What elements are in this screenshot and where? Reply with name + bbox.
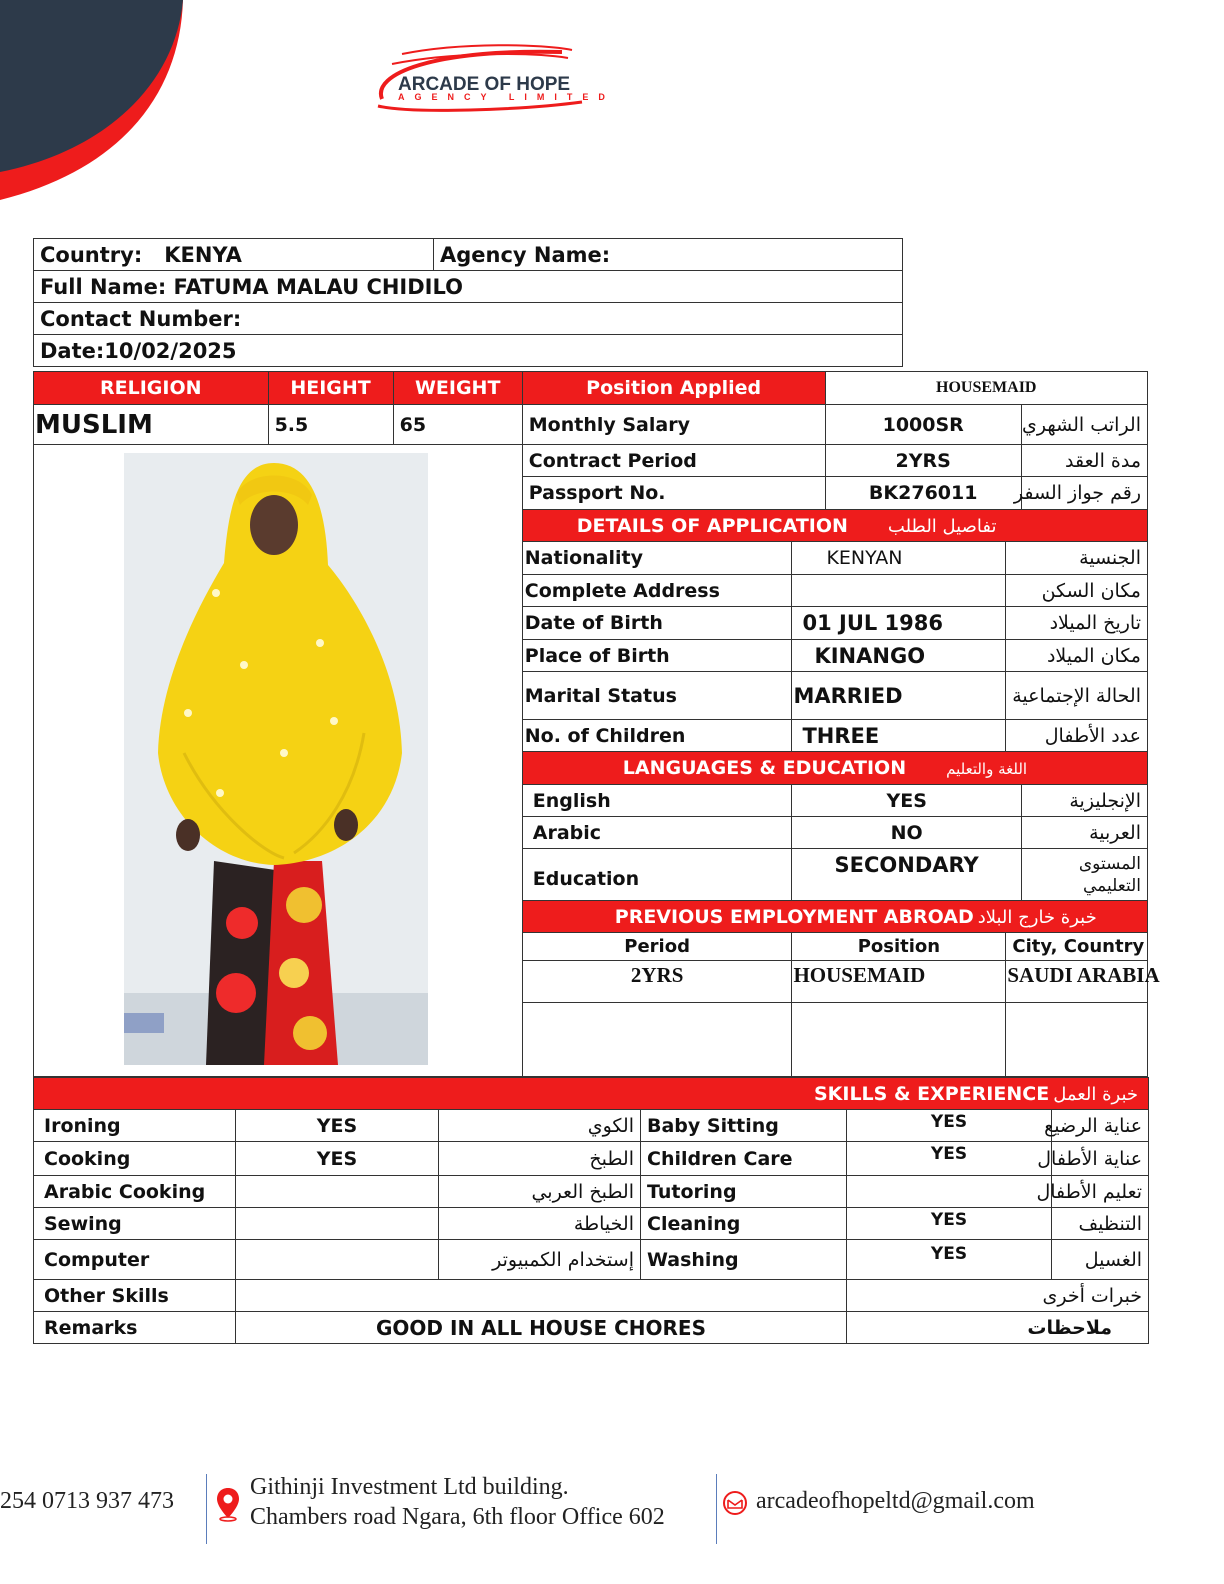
marital-arabic: الحالة الإجتماعية: [1006, 672, 1148, 720]
logo-name: ARCADE OF HOPE: [398, 74, 571, 95]
footer-divider: [716, 1474, 717, 1544]
details-title: DETAILS OF APPLICATION: [576, 514, 848, 537]
skill-ironing-arabic: الكوي: [439, 1110, 641, 1142]
position-header: Position Applied: [522, 372, 825, 405]
religion-header: RELIGION: [34, 372, 269, 405]
skill-childcare-label: Children Care: [641, 1142, 847, 1176]
languages-title: LANGUAGES & EDUCATION: [622, 757, 907, 779]
arabic-value: NO: [792, 817, 1021, 849]
employment-empty-cell: [792, 1003, 1006, 1077]
employment-city-value: SAUDI ARABIA: [1006, 961, 1148, 1003]
skill-computer-value: [236, 1240, 439, 1280]
details-section-header: [522, 510, 1147, 542]
education-label: Education: [522, 849, 792, 901]
footer: [0, 1468, 1224, 1558]
footer-divider: [206, 1474, 207, 1544]
logo-subtitle: AGENCY LIMITED: [398, 92, 615, 102]
skills-title-arabic: خبرة العمل: [1053, 1083, 1139, 1105]
date-label: Date:: [40, 338, 105, 363]
contract-arabic: مدة العقد: [1021, 445, 1147, 477]
contract-label: Contract Period: [522, 445, 825, 477]
address-value: [792, 575, 1006, 607]
skill-computer-arabic: إستخدام الكمبيوتر: [439, 1240, 641, 1280]
location-pin-icon: [215, 1486, 241, 1522]
salary-value: 1000SR: [825, 405, 1021, 445]
contract-value: 2YRS: [825, 445, 1021, 477]
address-label: Complete Address: [522, 575, 792, 607]
corner-decoration: [0, 0, 200, 210]
employment-period-value: 2YRS: [522, 961, 792, 1003]
arabic-label: Arabic: [522, 817, 792, 849]
footer-email[interactable]: arcadeofhopeltd@gmail.com: [756, 1488, 1035, 1514]
religion-value: MUSLIM: [34, 405, 269, 445]
skill-washing-arabic: الغسيل: [1052, 1240, 1149, 1280]
agency-label: Agency Name:: [440, 242, 611, 267]
arabic-arabic: العربية: [1021, 817, 1147, 849]
languages-section-header: [522, 752, 1147, 785]
skill-cleaning-arabic: التنظيف: [1052, 1208, 1149, 1240]
skill-babysitting-label: Baby Sitting: [641, 1110, 847, 1142]
remarks-arabic: ملاحظات: [847, 1312, 1149, 1344]
country-value: KENYA: [164, 242, 242, 267]
employment-empty-cell: [1006, 1003, 1148, 1077]
photo-cell: [34, 445, 523, 1077]
employment-position-header: Position: [792, 933, 1006, 961]
skill-computer-label: Computer: [34, 1240, 236, 1280]
employment-period-header: Period: [522, 933, 792, 961]
agency-cell: [434, 239, 903, 271]
skill-ironing-value: YES: [236, 1110, 439, 1142]
children-arabic: عدد الأطفال: [1006, 720, 1148, 752]
weight-header: WEIGHT: [393, 372, 522, 405]
salary-arabic: الراتب الشهري: [1021, 405, 1147, 445]
skill-cleaning-value: YES: [847, 1208, 1052, 1240]
skill-babysitting-value: YES: [847, 1110, 1052, 1142]
skill-childcare-value: YES: [847, 1142, 1052, 1176]
dob-label: Date of Birth: [522, 607, 792, 640]
english-arabic: الإنجليزية: [1021, 785, 1147, 817]
skill-arabic-cooking-value: [236, 1176, 439, 1208]
contact-cell: [34, 303, 903, 335]
education-value: SECONDARY: [792, 849, 1021, 901]
nationality-value: KENYAN: [792, 542, 1006, 575]
salary-label: Monthly Salary: [522, 405, 825, 445]
skills-title: SKILLS & EXPERIENCE: [813, 1082, 1050, 1105]
other-skills-label: Other Skills: [34, 1280, 236, 1312]
applicant-photo: [124, 453, 428, 1065]
skill-sewing-value: [236, 1208, 439, 1240]
logo-swoosh-icon: [372, 44, 644, 114]
skill-ironing-label: Ironing: [34, 1110, 236, 1142]
position-value: HOUSEMAID: [825, 372, 1147, 405]
other-skills-arabic: خبرات أخرى: [847, 1280, 1149, 1312]
remarks-value: GOOD IN ALL HOUSE CHORES: [236, 1312, 847, 1344]
education-arabic: المستوى التعليمي: [1021, 849, 1147, 901]
skill-arabic-cooking-label: Arabic Cooking: [34, 1176, 236, 1208]
passport-value: BK276011: [825, 477, 1021, 510]
skill-sewing-label: Sewing: [34, 1208, 236, 1240]
footer-address-line2: Chambers road Ngara, 6th floor Office 602: [250, 1504, 665, 1530]
footer-address-line1: Githinji Investment Ltd building.: [250, 1474, 569, 1500]
skill-washing-label: Washing: [641, 1240, 847, 1280]
english-value: YES: [792, 785, 1021, 817]
employment-title-arabic: خبرة خارج البلاد: [977, 906, 1097, 928]
employment-section-header: [522, 901, 1147, 933]
skill-cleaning-label: Cleaning: [641, 1208, 847, 1240]
marital-value: MARRIED: [792, 672, 1006, 720]
country-cell: [34, 239, 434, 271]
employment-title: PREVIOUS EMPLOYMENT ABROAD: [614, 905, 974, 928]
skill-childcare-arabic: عناية الأطفال: [1052, 1142, 1149, 1176]
remarks-label: Remarks: [34, 1312, 236, 1344]
skill-tutoring-arabic: تعليم الأطفال: [1052, 1176, 1149, 1208]
marital-label: Marital Status: [522, 672, 792, 720]
pob-value: KINANGO: [792, 640, 1006, 672]
passport-arabic: رقم جواز السفر: [1021, 477, 1147, 510]
weight-value: 65: [393, 405, 522, 445]
address-arabic: مكان السكن: [1006, 575, 1148, 607]
skills-table: [33, 1077, 1149, 1344]
date-cell: [34, 335, 903, 367]
applicant-header-table: [33, 238, 903, 367]
date-value: 10/02/2025: [104, 338, 237, 363]
skill-cooking-label: Cooking: [34, 1142, 236, 1176]
nationality-label: Nationality: [522, 542, 792, 575]
details-title-arabic: تفاصيل الطلب: [887, 515, 997, 537]
passport-label: Passport No.: [522, 477, 825, 510]
employment-city-header: City, Country: [1006, 933, 1148, 961]
pob-label: Place of Birth: [522, 640, 792, 672]
fullname-value: FATUMA MALAU CHIDILO: [173, 274, 463, 299]
children-label: No. of Children: [522, 720, 792, 752]
email-icon: [722, 1490, 748, 1516]
other-skills-value: [236, 1280, 847, 1312]
agency-logo: [372, 44, 644, 114]
skill-tutoring-label: Tutoring: [641, 1176, 847, 1208]
height-header: HEIGHT: [268, 372, 393, 405]
english-label: English: [522, 785, 792, 817]
skills-section-header: [34, 1078, 1149, 1110]
employment-empty-cell: [522, 1003, 792, 1077]
languages-title-arabic: اللغة والتعليم: [946, 760, 1028, 778]
pob-arabic: مكان الميلاد: [1006, 640, 1148, 672]
footer-address: [250, 1472, 665, 1532]
fullname-label: Full Name:: [40, 274, 167, 299]
application-main-table: [33, 371, 1160, 1077]
dob-arabic: تاريخ الميلاد: [1006, 607, 1148, 640]
dob-value: 01 JUL 1986: [792, 607, 1006, 640]
fullname-cell: [34, 271, 903, 303]
nationality-arabic: الجنسية: [1006, 542, 1148, 575]
skill-tutoring-value: [847, 1176, 1052, 1208]
footer-phone: 254 0713 937 473: [0, 1488, 174, 1514]
skill-babysitting-arabic: عناية الرضيع: [1052, 1110, 1149, 1142]
skill-cooking-arabic: الطبخ: [439, 1142, 641, 1176]
height-value: 5.5: [268, 405, 393, 445]
employment-position-value: HOUSEMAID: [792, 961, 1006, 1003]
skill-cooking-value: YES: [236, 1142, 439, 1176]
skill-washing-value: YES: [847, 1240, 1052, 1280]
skill-sewing-arabic: الخياطة: [439, 1208, 641, 1240]
children-value: THREE: [792, 720, 1006, 752]
country-label: Country:: [40, 242, 143, 267]
skill-arabic-cooking-arabic: الطبخ العربي: [439, 1176, 641, 1208]
contact-label: Contact Number:: [40, 306, 242, 331]
